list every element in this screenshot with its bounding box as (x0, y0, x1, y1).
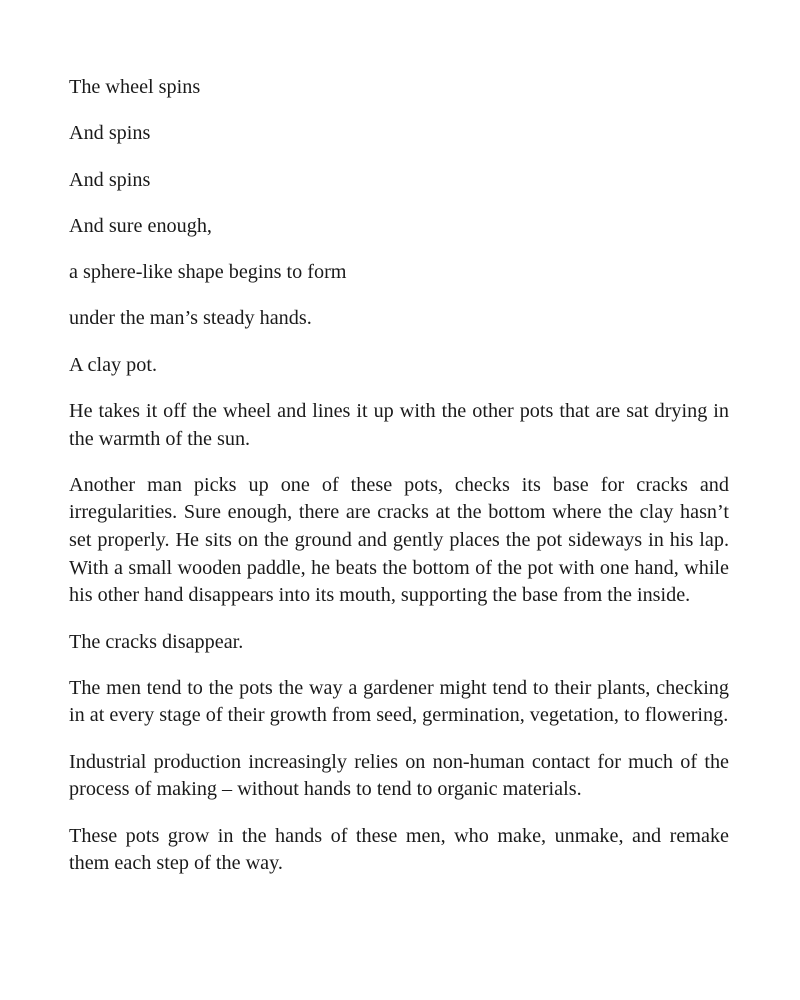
paragraph: The cracks disappear. (69, 630, 244, 653)
paragraph: Another man picks up one of these pots, checks its base for cracks and irregularities. Sure enough, there are cracks at the bottom where the clay hasn’t set properly. He sits on the ground and gently places the pot sideways in his lap. With a small wooden paddle, he beats the bottom of the pot with one hand, while his other hand disappears into its mouth, supporting the base from the inside. (69, 473, 729, 607)
paragraph: These pots grow in the hands of these men, who make, unmake, and remake them each step of the way. (69, 824, 729, 875)
verse-line: And sure enough, (69, 214, 212, 237)
verse-line: And spins (69, 122, 151, 145)
paragraph: He takes it off the wheel and lines it up with the other pots that are sat drying in the warmth of the sun. (69, 399, 729, 450)
document-body (69, 74, 729, 896)
verse-line: And spins (69, 168, 151, 191)
verse-line: A clay pot. (69, 353, 158, 376)
paragraph: The men tend to the pots the way a gardener might tend to their plants, checking in at every stage of their growth from seed, germination, vegetation, to flowering. (69, 676, 729, 727)
paragraph: Industrial production increasingly relies on non-human contact for much of the process of making – without hands to tend to organic materials. (69, 750, 729, 801)
verse-line: The wheel spins (69, 76, 201, 98)
verse-line: under the man’s steady hands. (69, 307, 312, 330)
verse-line: a sphere-like shape begins to form (69, 261, 347, 284)
